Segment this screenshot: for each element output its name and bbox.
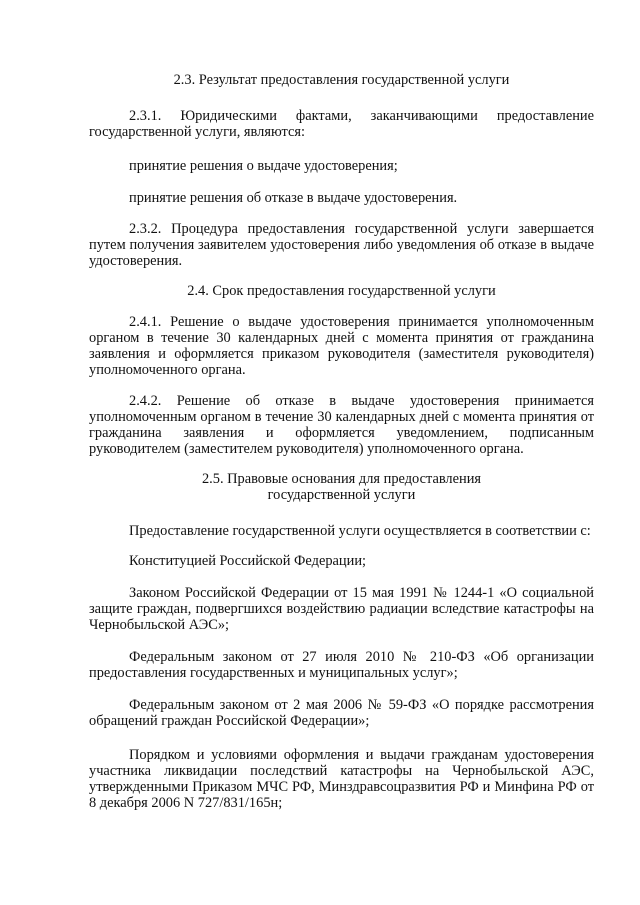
- paragraph-law-210-fz: Федеральным законом от 27 июля 2010 № 210-ФЗ «Об организации предоставления государственных и муниципальных услуг»;: [89, 649, 594, 681]
- paragraph-law-1244-1: Законом Российской Федерации от 15 мая 1991 № 1244-1 «О социальной защите граждан, подвергшихся воздействию радиации вследствие катастрофы на Чернобыльской АЭС»;: [89, 585, 594, 633]
- paragraph-2-5-intro: Предоставление государственной услуги осуществляется в соответствии с:: [129, 523, 591, 539]
- document-body: [89, 72, 594, 811]
- paragraph-constitution: Конституцией Российской Федерации;: [129, 553, 367, 569]
- section-heading-2-5-line1: 2.5. Правовые основания для предоставления: [201, 471, 482, 487]
- section-heading-2-3: 2.3. Результат предоставления государственной услуги: [173, 72, 510, 88]
- section-heading-2-5-line2: государственной услуги: [267, 487, 416, 503]
- paragraph-order-727: Порядком и условиями оформления и выдачи гражданам удостоверения участника ликвидации последствий катастрофы на Чернобыльской АЭС, утвержденными Приказом МЧС РФ, Минздравсоцразвития РФ и Минфина РФ от 8 декабря 2006 N 727/831/165н;: [89, 747, 594, 811]
- paragraph-2-4-1: 2.4.1. Решение о выдаче удостоверения принимается уполномоченным органом в течение 30 календарных дней с момента принятия от гражданина заявления и оформляется приказом руководителя (заместителя руководителя) уполномоченного органа.: [89, 314, 594, 378]
- paragraph-2-3-2: 2.3.2. Процедура предоставления государственной услуги завершается путем получения заявителем удостоверения либо уведомления об отказе в выдаче удостоверения.: [89, 221, 594, 269]
- paragraph-2-4-2: 2.4.2. Решение об отказе в выдаче удостоверения принимается уполномоченным органом в течение 30 календарных дней с момента принятия от гражданина заявления и оформляется уведомлением, подписанным руководителем (заместителем руководителя) уполномоченного органа.: [89, 393, 594, 457]
- paragraph-2-3-1: 2.3.1. Юридическими фактами, заканчивающими предоставление государственной услуги, являются:: [89, 108, 594, 140]
- list-item-issue-decision: принятие решения о выдаче удостоверения;: [129, 158, 398, 174]
- section-heading-2-4: 2.4. Срок предоставления государственной услуги: [187, 283, 496, 299]
- list-item-refusal-decision: принятие решения об отказе в выдаче удостоверения.: [129, 190, 458, 206]
- paragraph-law-59-fz: Федеральным законом от 2 мая 2006 № 59-ФЗ «О порядке рассмотрения обращений граждан Российской Федерации»;: [89, 697, 594, 729]
- section-heading-2-5: [89, 471, 594, 503]
